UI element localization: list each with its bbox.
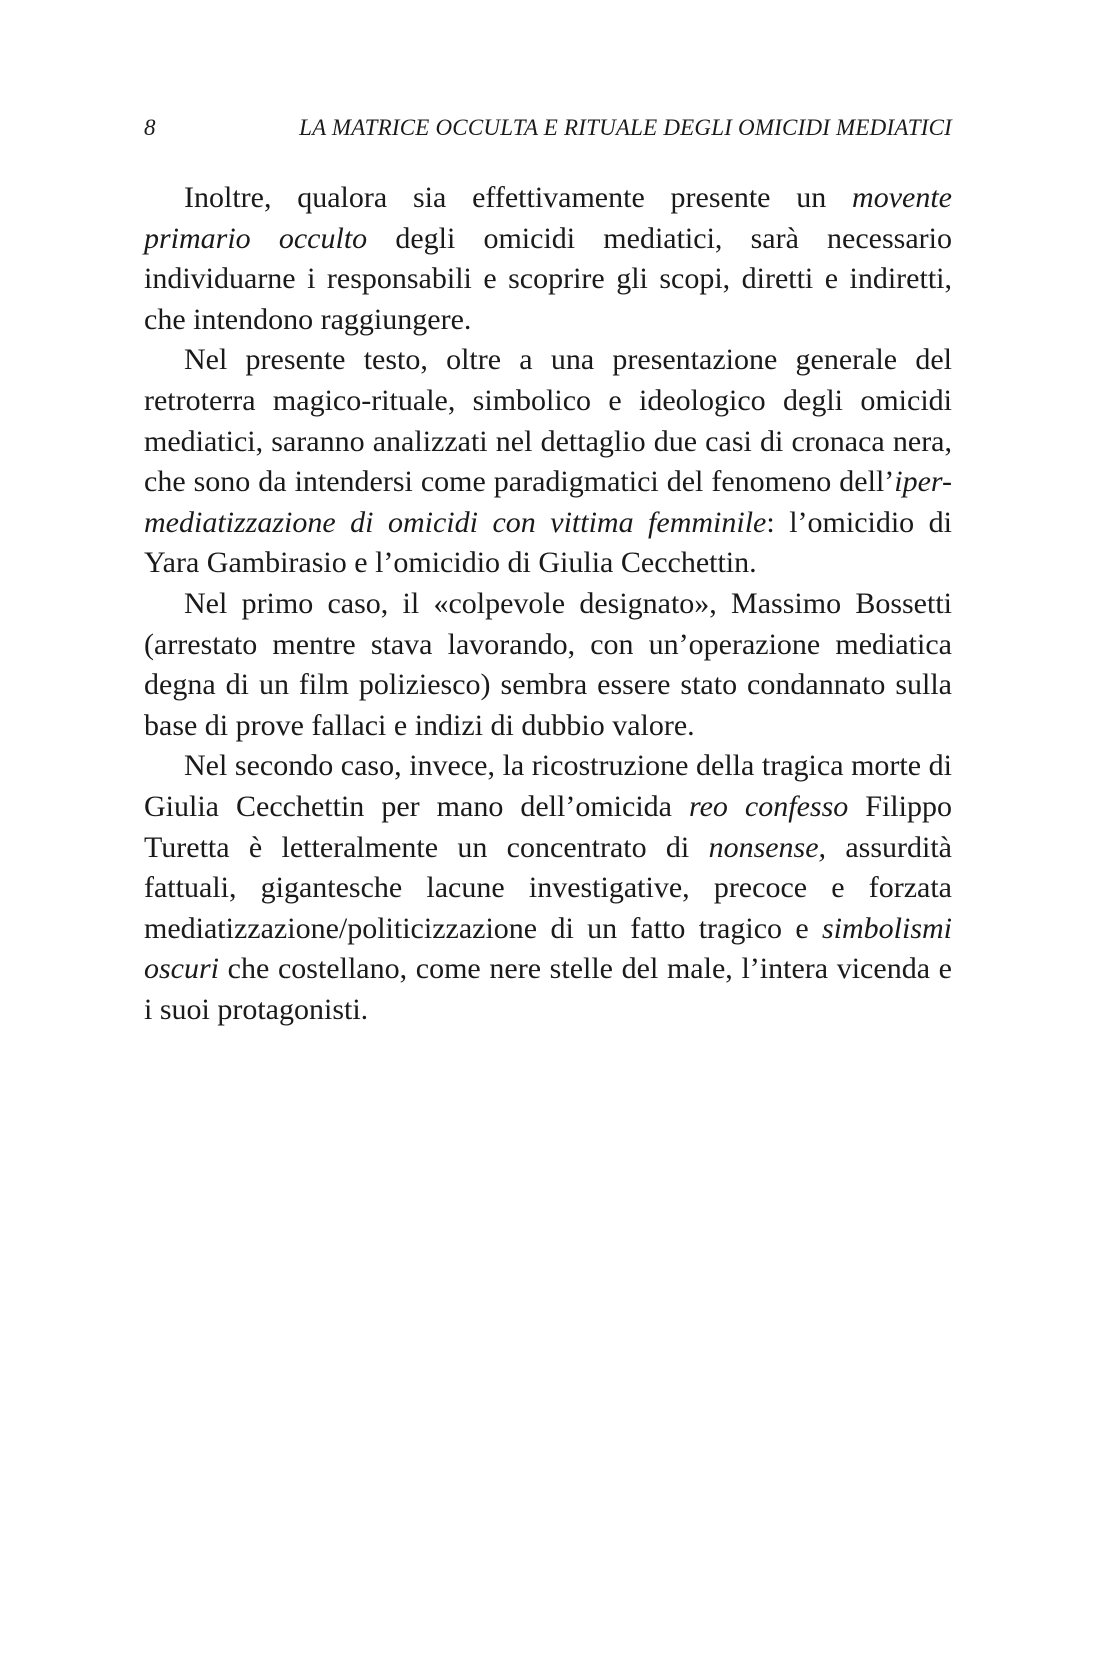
italic-segment: reo confesso (689, 789, 849, 823)
body-text (144, 178, 952, 1030)
italic-segment: iper-mediatizzazione di omicidi con vittima femminile (144, 465, 952, 539)
paragraph-1 (144, 178, 952, 340)
italic-segment: nonsense, (708, 830, 827, 864)
text-segment: : l’omicidio di Yara Gambirasio e l’omicidio di Giulia Cecchettin. (144, 505, 953, 580)
text-segment: Filippo Turetta è letteralmente un concentrato di (144, 789, 952, 864)
text-segment: assurdità fattuali, gigantesche lacune investigative, precoce e forzata mediatizzazione/politicizzazione di un fatto tragico e (144, 830, 952, 945)
text-segment: degli omicidi mediatici, sarà necessario individuarne i responsabili e scoprire gli scopi, diretti e indiretti, che intendono raggiungere. (144, 221, 952, 336)
paragraph-2 (144, 340, 952, 584)
text-segment: Inoltre, qualora sia effettivamente presente un (184, 181, 853, 214)
running-head (144, 112, 952, 144)
text-segment: che costellano, come nere stelle del male, l’intera vicenda e i suoi protagonisti. (144, 952, 952, 1026)
italic-segment: simbolismi oscuri (144, 911, 952, 986)
paragraph-3 (144, 584, 952, 746)
page-number: 8 (144, 115, 156, 140)
running-title: LA MATRICE OCCULTA E RITUALE DEGLI OMICIDI MEDIATICI (299, 115, 952, 140)
text-segment: Nel primo caso, il «colpevole designato», Massimo Bossetti (arrestato mentre stava lavorando, con un’operazione mediatica degna di un film poliziesco) sembra essere stato condannato sulla base di prove fallaci e indizi di dubbio valore. (144, 586, 952, 742)
text-segment: Nel secondo caso, invece, la ricostruzione della tragica morte di Giulia Cecchettin per mano dell’omicida (144, 749, 952, 823)
text-segment: Nel presente testo, oltre a una presentazione generale del retroterra magico-rituale, simbolico e ideologico degli omicidi mediatici, saranno analizzati nel dettaglio due casi di cronaca nera, che sono da intendersi come paradigmatici del fenomeno dell’ (144, 343, 952, 499)
italic-segment: movente primario occulto (144, 181, 952, 255)
paragraph-4 (144, 746, 952, 1030)
